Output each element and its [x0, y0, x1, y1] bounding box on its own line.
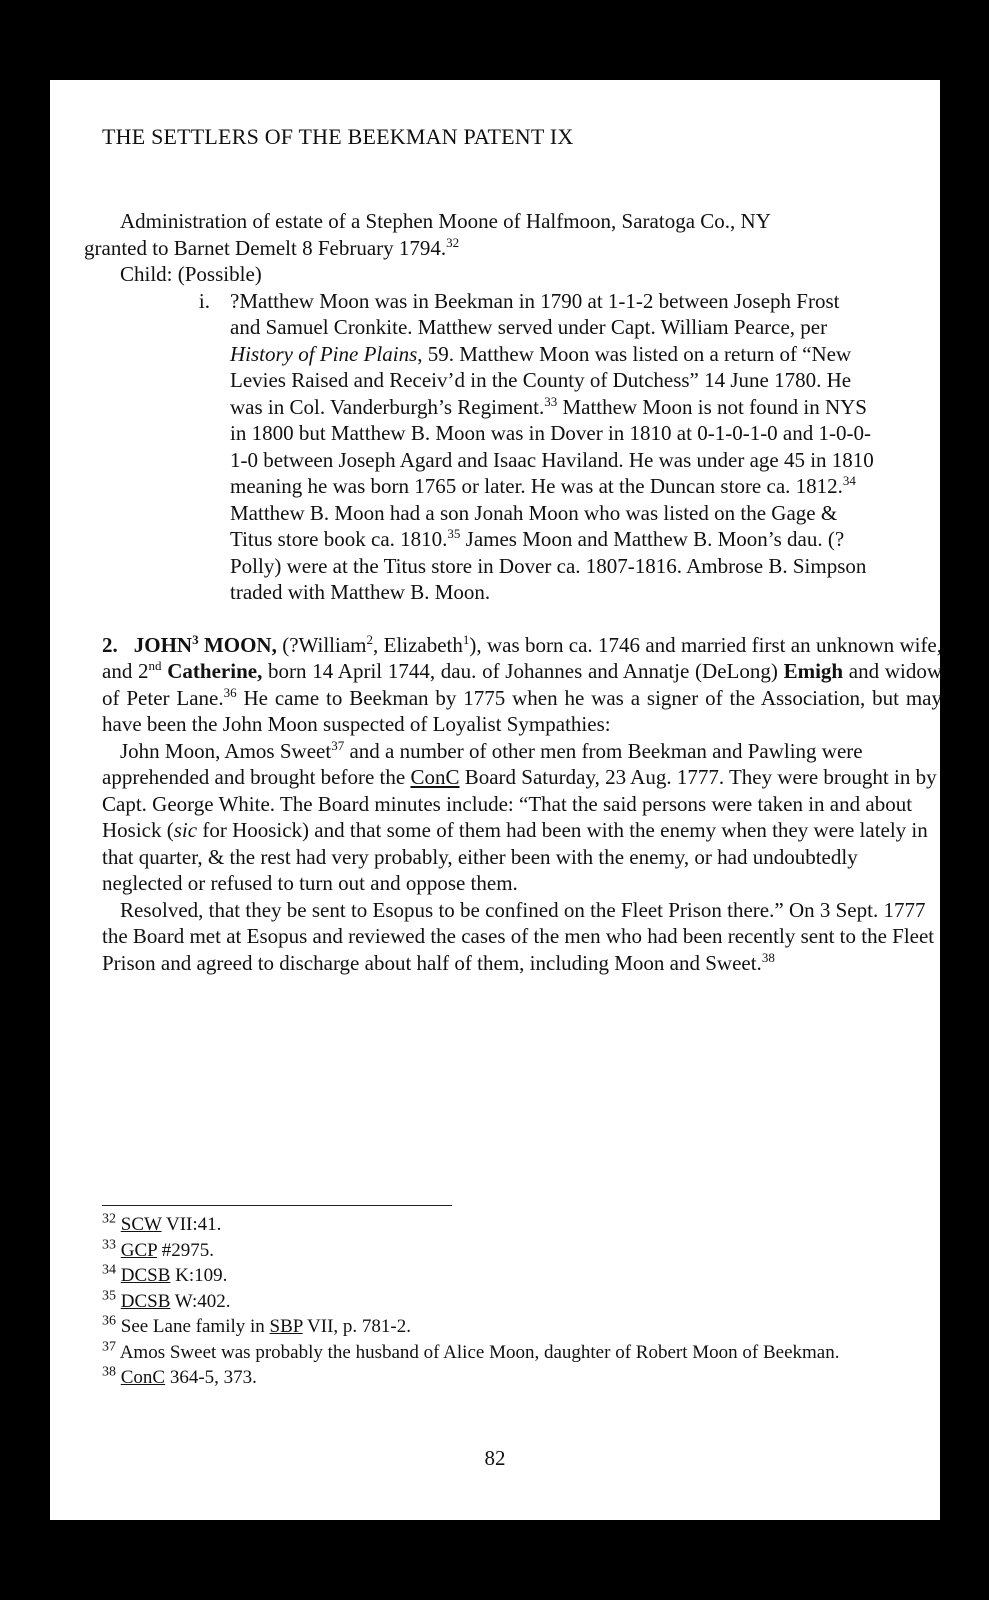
spouse-surname: Emigh: [783, 659, 844, 683]
footnote-text: #2975.: [157, 1239, 215, 1261]
generation-number: 2: [366, 631, 373, 647]
footnote-number: 36: [102, 1313, 116, 1329]
john-text-4: born 14 April 1744, dau. of Johannes and Annatje (DeLong): [262, 659, 784, 683]
child-text: [230, 288, 875, 606]
footnote-ref: 32: [446, 234, 460, 250]
book-page: [50, 80, 943, 1520]
john-text-3: ), was born ca. 1746 and married first an unknown wife, and 2: [102, 632, 943, 683]
footnote-text: VII, p. 781-2.: [302, 1316, 411, 1337]
main-text: [84, 208, 943, 976]
footnote-number: 34: [102, 1262, 116, 1278]
footnote-source: DCSB: [120, 1265, 171, 1286]
footnote-ref: 35: [447, 526, 461, 541]
spouse-name: Catherine,: [161, 659, 263, 683]
john-moon-paragraph: [102, 632, 942, 738]
quote-text-5: Resolved, that they be sent to Esopus to be confined on the Fleet Prison there.” On 3 Sept. 1777 the Board met at Esopus and reviewed the cases of the men who had been recently sent to the Fleet Prison and agreed to discharge about half of them, including Moon and Sweet.: [102, 897, 935, 975]
child-number: i.: [198, 288, 210, 313]
entry-name: JOHN: [133, 632, 193, 657]
footnote-37: [102, 1340, 892, 1366]
footnote-text: Amos Sweet was probably the husband of Alice Moon, daughter of Robert Moon of Beekman.: [119, 1341, 840, 1363]
child-text-2: , 59. Matthew Moon was listed on a return of “New Levies Raised and Receiv’d in the County of Dutchess” 14 June 1780. He was in Col. Vanderburgh’s Regiment.: [230, 341, 852, 419]
footnote-38: [102, 1365, 892, 1391]
child-entry: [102, 288, 942, 606]
footnote-source: SBP: [269, 1316, 303, 1337]
footnote-text: VII:41.: [161, 1214, 222, 1235]
footnote-number: 35: [102, 1288, 116, 1304]
source-abbrev: ConC: [410, 765, 460, 789]
footnote-number: 32: [102, 1211, 116, 1227]
child-text-1: ?Matthew Moon was in Beekman in 1790 at 1-1-2 between Joseph Frost and Samuel Cronkite. Matthew served under Capt. William Pearce, per: [230, 288, 840, 339]
john-text-5: and widow of Peter Lane.: [102, 659, 942, 710]
intro-paragraph: [84, 208, 942, 261]
footnote-ref: 34: [842, 473, 856, 488]
footnote-source: DCSB: [120, 1290, 171, 1312]
footnote-number: 33: [102, 1237, 116, 1253]
footnote-source: GCP: [120, 1239, 158, 1261]
ordinal-suffix: nd: [148, 658, 162, 673]
intro-line-2: granted to Barnet Demelt 8 February 1794.: [84, 235, 447, 260]
quote-paragraph-1: [102, 738, 942, 897]
quote-text-2: and a number of other men from Beekman and Pawling were apprehended and brought before the: [102, 738, 863, 789]
footnote-number: 37: [102, 1339, 116, 1355]
footnote-ref: 37: [331, 737, 345, 753]
quote-paragraph-2: [102, 897, 942, 977]
entry-surname: MOON,: [198, 632, 277, 657]
book-title: History of Pine Plains: [230, 341, 418, 366]
footnote-text: 364-5, 373.: [165, 1367, 257, 1388]
footnote-35: [102, 1289, 892, 1315]
footnote-number: 38: [102, 1364, 116, 1380]
page-number: 82: [484, 1446, 506, 1470]
footnote-36: [102, 1314, 892, 1340]
quote-text-1: John Moon, Amos Sweet: [120, 738, 332, 763]
sic-note: sic: [173, 818, 198, 842]
running-header: THE SETTLERS OF THE BEEKMAN PATENT IX: [102, 124, 574, 149]
footnote-ref: 33: [544, 393, 558, 409]
footnote-divider: [102, 1205, 452, 1206]
footnote-text: See Lane family in: [120, 1316, 270, 1337]
john-text-2: , Elizabeth: [372, 632, 463, 657]
footnote-ref: 36: [223, 684, 237, 700]
generation-number: 3: [192, 631, 199, 647]
children-label: Child: (Possible): [120, 262, 262, 286]
child-text-3: Matthew Moon is not found in NYS in 1800 but Matthew B. Moon was in Dover in 1810 at 0-1-0-1-0 and 1-0-0-1-0 between Joseph Agard and Isaac Haviland. He was under age 45 in 1810 meaning he was born 1765 or later. He was at the Duncan store ca. 1812.: [230, 394, 874, 498]
footnote-32: [102, 1212, 892, 1238]
footnote-text: K:109.: [170, 1265, 228, 1286]
john-text-1: (?William: [276, 632, 367, 657]
quote-text-3: Board Saturday, 23 Aug. 1777. They were brought in by Capt. George White. The Board minutes include: “That the said persons were taken in and about Hosick (: [102, 765, 937, 842]
footnote-source: SCW: [120, 1214, 162, 1235]
john-text-6: He came to Beekman by 1775 when he was a signer of the Association, but may have been the John Moon suspected of Loyalist Sympathies:: [102, 685, 942, 736]
footnote-34: [102, 1263, 892, 1289]
child-text-4: Matthew B. Moon had a son Jonah Moon who was listed on the Gage & Titus store book ca. 1810.: [230, 500, 838, 551]
entry-number: 2.: [102, 632, 118, 657]
footnote-ref: 38: [761, 949, 775, 965]
footnote-33: [102, 1238, 892, 1264]
footnotes: [102, 1212, 892, 1391]
intro-line-1: Administration of estate of a Stephen Moone of Halfmoon, Saratoga Co., NY: [120, 209, 771, 233]
footnote-source: ConC: [120, 1367, 166, 1388]
quote-text-4: for Hoosick) and that some of them had been with the enemy when they were lately in that quarter, & the rest had very probably, either been with the enemy, or had undoubtedly neglected or refused to turn out and oppose them.: [102, 818, 928, 895]
footnote-text: W:402.: [170, 1290, 231, 1312]
child-text-5: James Moon and Matthew B. Moon’s dau. (?Polly) were at the Titus store in Dover ca. 1807-1816. Ambrose B. Simpson traded with Matthew B. Moon.: [230, 527, 867, 604]
generation-number: 1: [462, 631, 470, 647]
